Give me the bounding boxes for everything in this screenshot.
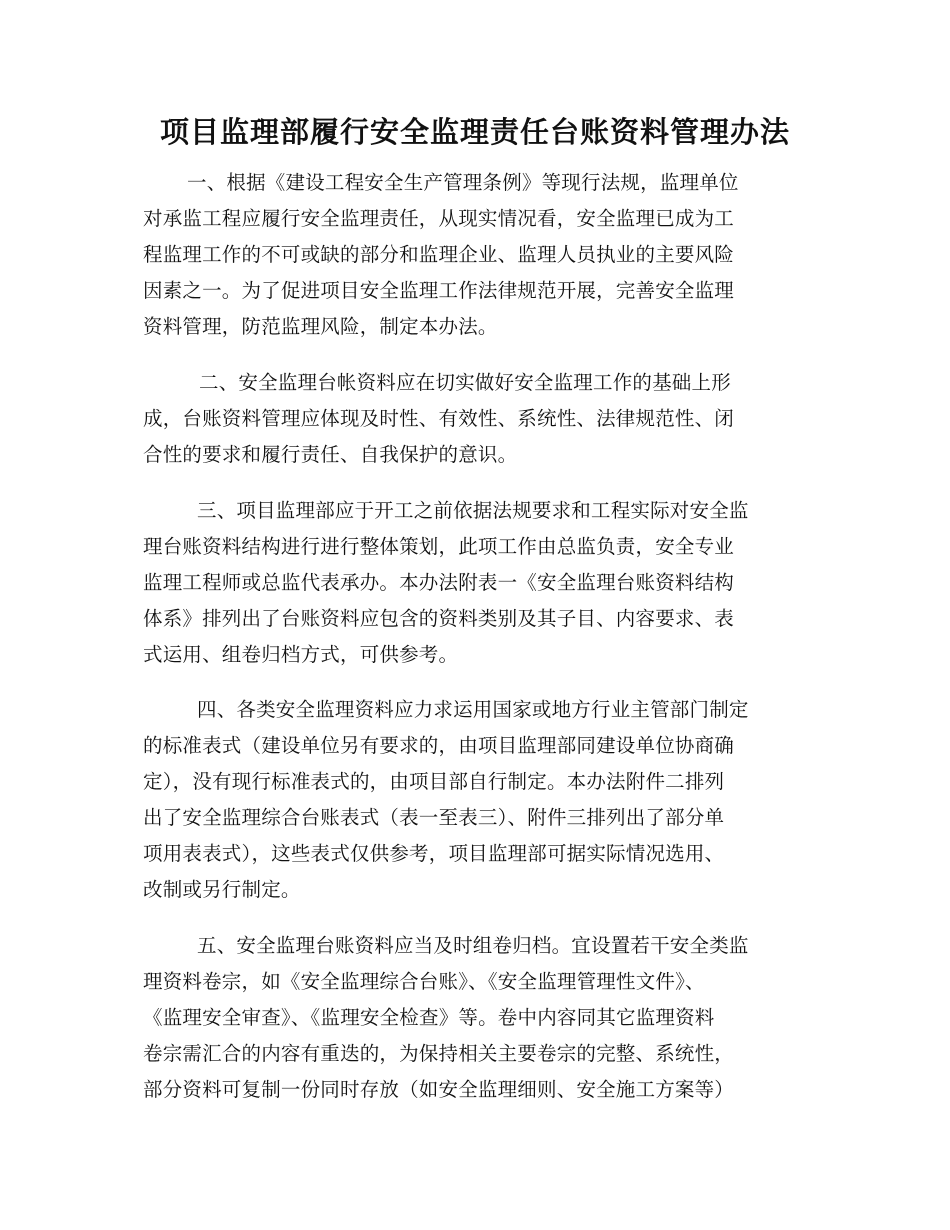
paragraph-line: 理资料卷宗，如《安全监理综合台账》、《安全监理管理性文件》、 bbox=[143, 970, 705, 993]
paragraph-line: 五、安全监理台账资料应当及时组卷归档。宜设置若干安全类监 bbox=[197, 934, 749, 957]
paragraph-1 bbox=[143, 165, 807, 345]
paragraph-3 bbox=[143, 493, 807, 673]
paragraph-line: 体系》排列出了台账资料应包含的资料类别及其子目、内容要求、表 bbox=[143, 607, 735, 630]
paragraph-line: 部分资料可复制一份同时存放（如安全监理细则、安全施工方案等） bbox=[143, 1078, 735, 1101]
paragraph-line: 卷宗需汇合的内容有重迭的，为保持相关主要卷宗的完整、系统性， bbox=[143, 1042, 735, 1065]
paragraph-line: 项用表表式），这些表式仅供参考，项目监理部可据实际情况选用、 bbox=[143, 842, 725, 865]
paragraph-line: 因素之一。为了促进项目安全监理工作法律规范开展，完善安全监理 bbox=[143, 279, 735, 302]
document-title: 项目监理部履行安全监理责任台账资料管理办法 bbox=[159, 115, 790, 149]
paragraph-line: 改制或另行制定。 bbox=[143, 878, 301, 901]
paragraph-line: 出了安全监理综合台账表式（表一至表三）、附件三排列出了部分单 bbox=[143, 806, 725, 829]
paragraph-line: 资料管理，防范监理风险，制定本办法。 bbox=[143, 315, 498, 338]
paragraph-2 bbox=[143, 365, 807, 473]
paragraph-line: 理台账资料结构进行进行整体策划，此项工作由总监负责，安全专业 bbox=[143, 535, 735, 558]
paragraph-line: 对承监工程应履行安全监理责任，从现实情况看，安全监理已成为工 bbox=[143, 207, 735, 230]
paragraph-line: 四、各类安全监理资料应力求运用国家或地方行业主管部门制定 bbox=[197, 698, 749, 721]
paragraph-line: 的标准表式（建设单位另有要求的，由项目监理部同建设单位协商确 bbox=[143, 734, 735, 757]
paragraph-line: 二、安全监理台帐资料应在切实做好安全监理工作的基础上形 bbox=[199, 371, 731, 394]
paragraph-line: 程监理工作的不可或缺的部分和监理企业、监理人员执业的主要风险 bbox=[143, 243, 735, 266]
paragraph-line: 式运用、组卷归档方式，可供参考。 bbox=[143, 643, 459, 666]
paragraph-line: 定），没有现行标准表式的，由项目部自行制定。本办法附件二排列 bbox=[143, 770, 725, 793]
paragraph-line: 监理工程师或总监代表承办。本办法附表一《安全监理台账资料结构 bbox=[143, 571, 735, 594]
paragraph-line: 一、根据《建设工程安全生产管理条例》等现行法规，监理单位 bbox=[187, 171, 739, 194]
paragraph-line: 成，台账资料管理应体现及时性、有效性、系统性、法律规范性、闭 bbox=[143, 407, 735, 430]
paragraph-4 bbox=[143, 692, 807, 908]
paragraph-5 bbox=[143, 928, 807, 1108]
paragraph-line: 《监理安全审查》、《监理安全检查》等。卷中内容同其它监理资料 bbox=[143, 1006, 715, 1029]
paragraph-line: 三、项目监理部应于开工之前依据法规要求和工程实际对安全监 bbox=[197, 499, 749, 522]
paragraph-line: 合性的要求和履行责任、自我保护的意识。 bbox=[143, 443, 518, 466]
